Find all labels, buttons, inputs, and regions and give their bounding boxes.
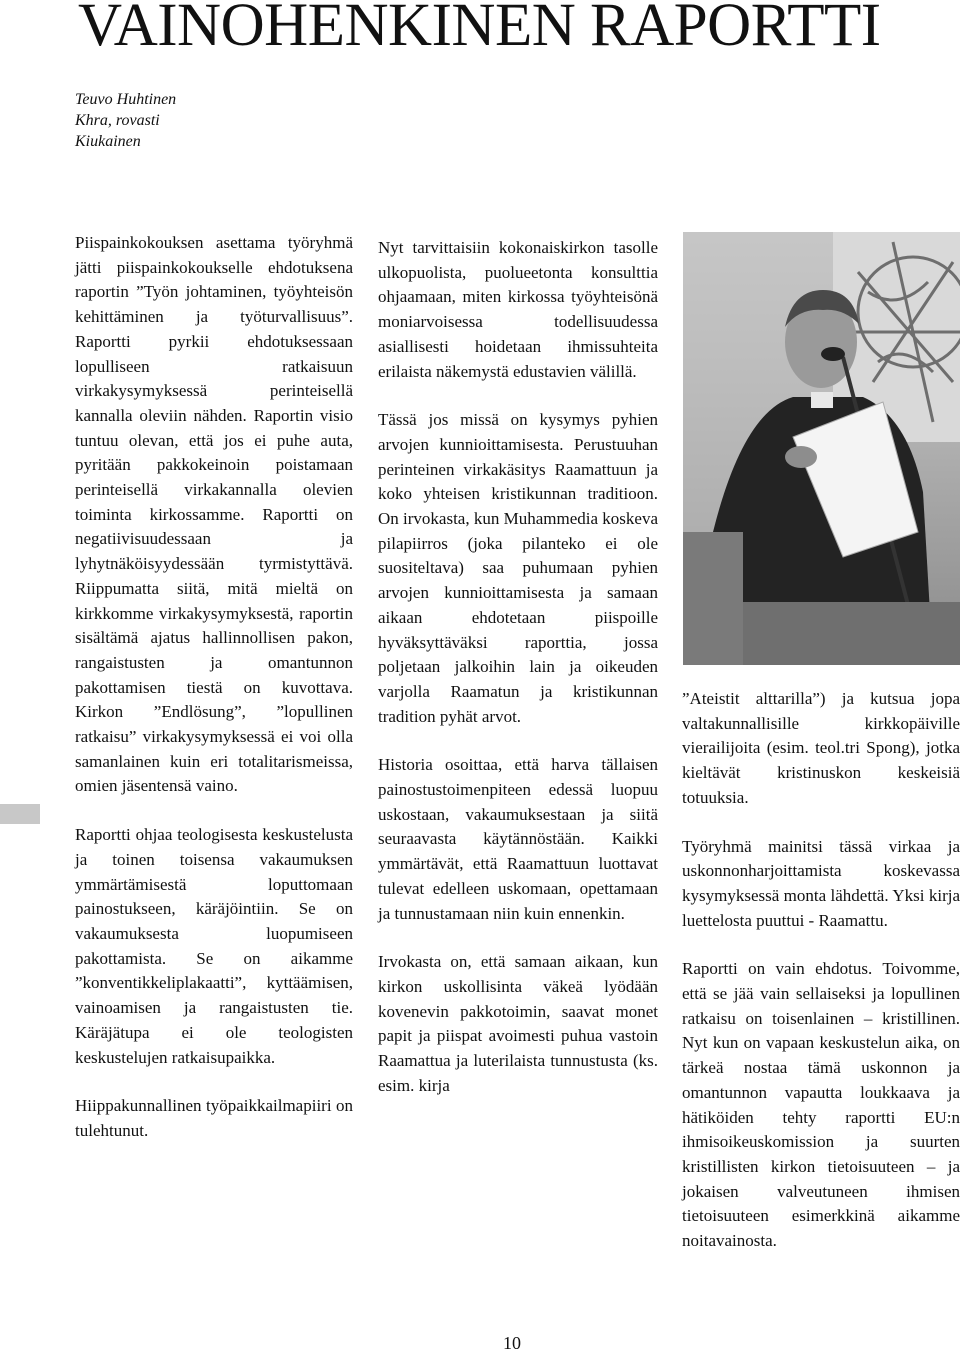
author-name: Teuvo Huhtinen	[75, 91, 177, 108]
text-column-left	[75, 231, 353, 1144]
paragraph: ”Ateistit alttarilla”) ja kutsua jopa valtakunnallisille kirkkopäiville vierailijoita (esim. teol.tri Spong), jotka kieltävät kristinuskon keskeisiä totuuksia.	[682, 689, 960, 807]
paragraph: Työryhmä mainitsi tässä virkaa ja uskonnonharjoittamista koskevassa kysymyksessä monta lähdettä. Yksi kirja luettelosta puuttui - Raamattu.	[682, 836, 960, 930]
article-title: VAINOHENKINEN RAPORTTI	[78, 0, 881, 59]
paragraph: Historia osoittaa, että harva tällaisen painostustoimenpiteen edessä luopuu uskostaan, vakaumuksestaan ja siitä seuraavasta käytännöstään. Kaikki ymmärtävät, että Raamattuun luottavat tulevat edelleen uskomaan, opettamaan ja tunnustamaan niin kuin ennenkin.	[378, 755, 658, 923]
author-byline	[75, 89, 176, 152]
paragraph: Hiippakunnallinen työpaikkailmapiiri on tulehtunut.	[75, 1096, 353, 1140]
speaker-photo-illustration	[683, 232, 960, 665]
speaker-photo	[683, 232, 960, 665]
author-location: Kiukainen	[75, 133, 141, 150]
text-column-right	[682, 687, 960, 1254]
paragraph: Raportti ohjaa teologisesta keskustelusta ja toinen toisensa vakaumuksen ymmärtämisestä loputtomaan painostukseen, käräjöintiin. Se on vakaumuksesta luopumiseen pakottamista. Se on aikamme ”konventikkeliplakaatti”, kyttäämisen, vainoamisen ja rangaistusten tie. Käräjätupa ei ole teologisten keskustelujen ratkaisupaikka.	[75, 825, 353, 1067]
margin-tab-marker	[0, 804, 40, 824]
paragraph: Nyt tarvittaisiin kokonaiskirkon tasolle ulkopuolista, puolueetonta konsulttia ohjaamaan, miten kirkossa työyhteisönä moniarvoisessa todellisuudessa asiallisesti hoidetaan ihmissuhteita erilaista näkemystä edustavien välillä.	[378, 238, 658, 381]
page-number: 10	[503, 1333, 521, 1353]
text-column-middle	[378, 236, 658, 1099]
paragraph: Irvokasta on, että samaan aikaan, kun kirkon uskollisinta väkeä lyödään kovenevin pakkotoimin, saavat monet papit ja piispat avoimesti puhua vastoin Raamattua ja luterilaista tunnustusta (ks. esim. kirja	[378, 952, 658, 1095]
paragraph: Raportti on vain ehdotus. Toivomme, että se jää vain sellaiseksi ja lopullinen ratkaisu on toisenlainen – kristillinen. Nyt kun on vapaan keskustelun aika, on tärkeä nostaa tämä uskonnon ja omantunnon vapautta loukkaava ja hätiköiden tehty raportti EU:n ihmisoikeuskomission ja suurten kristillisten kirkon tietoisuuteen – ja jokaisen valveutuneen ihmisen tietoisuuteen esimerkkinä aikamme noitavainosta.	[682, 959, 960, 1251]
author-role: Khra, rovasti	[75, 112, 160, 129]
paragraph: Piispainkokouksen asettama työryhmä jätti piispainkokoukselle ehdotuksena raportin ”Työn johtaminen, työyhteisön kehittäminen ja työturvallisuus”. Raportti pyrkii ehdotuksessaan lopulliseen ratkaisuun virkakysymyksessä perinteisellä kannalla oleviin nähden. Raportin visio tuntuu olevan, että jos ei puhe auta, pyritään pakkokeinoin poistamaan perinteisellä virkakannalla olevien toiminta kirkossamme. Raportti on negatiivisuudessaan ja lyhytnäköisyydessään tyrmistyttävä. Riippumatta siitä, mitä mieltä on kirkkomme virkakysymyksestä, raportin sisältämä ajatus hallinnollisen pakon, rangaistusten ja omantunnon pakottamisen tiestä on kuvottava. Kirkon ”Endlösung”, ”lopullinen ratkaisu” virkakysymyksessä ei voi olla samanlainen kuin eri totalitarismeissa, omien jäsentensä vaino.	[75, 233, 353, 796]
paragraph: Tässä jos missä on kysymys pyhien arvojen kunnioittamisesta. Perustuuhan perinteinen virkakäsitys Raamattuun ja koko yhteisen kristikunnan traditioon. On irvokasta, kun Muhammedia koskeva pilapiirros (joka pilanteko ei ole suositeltava) saa puhumaan pyhien arvojen kunnioittamisesta ja samaan aikaan ehdotetaan piispoille hyväksyttäväksi raporttia, jossa poljetaan jalkoihin lain ja oikeuden varjolla Raamatun ja kristikunnan tradition pyhät arvot.	[378, 410, 658, 726]
